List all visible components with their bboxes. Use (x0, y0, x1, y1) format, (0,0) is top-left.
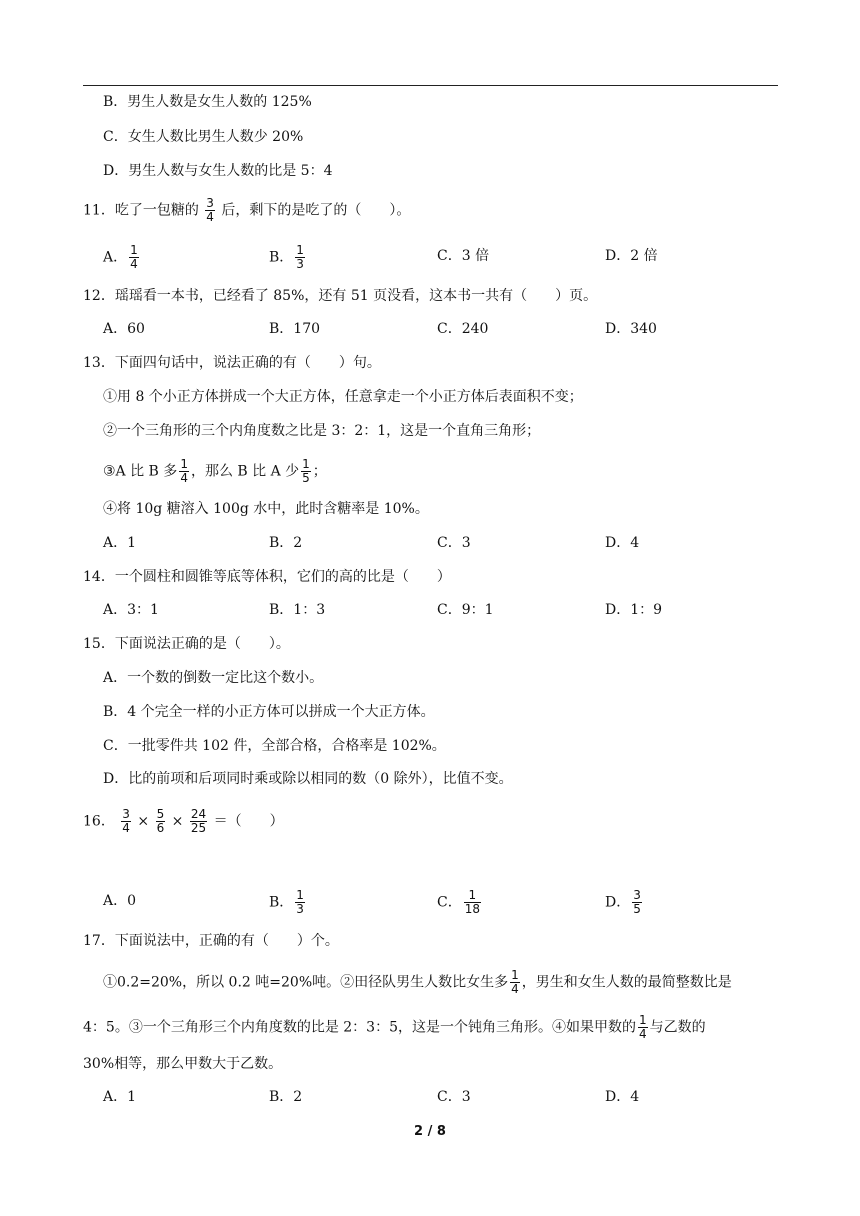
q17-text-line-3: 30%相等，那么甲数大于乙数。 (83, 1056, 283, 1072)
q11-option-b[interactable]: B． $\frac{1}{3}$ (269, 243, 304, 271)
q16-option-a[interactable]: A．0 (103, 893, 137, 909)
q13-statement-3: ③A 比 B 多 $\frac{1}{4}$ ，那么 B 比 A 少 $\frac{1}{5}$ ； (103, 457, 327, 485)
q14-option-b[interactable]: B．1：3 (269, 602, 326, 618)
q15-option-c[interactable]: C．一批零件共 102 件，全部合格，合格率是 102%。 (103, 738, 446, 754)
q15-option-d[interactable]: D．比的前项和后项同时乘或除以相同的数（0 除外），比值不变。 (103, 771, 513, 787)
page-number: 2 / 8 (414, 1124, 446, 1139)
q11-option-d[interactable]: D．2 倍 (605, 248, 658, 264)
q14-option-d[interactable]: D．1：9 (605, 602, 663, 618)
q13-statement-4: ④将 10g 糖溶入 100g 水中，此时含糖率是 10%。 (103, 501, 429, 517)
q13-option-d[interactable]: D．4 (605, 535, 640, 551)
q12-stem: 12．瑶瑶看一本书，已经看了 85%，还有 51 页没看，这本书一共有（ ）页。 (83, 288, 598, 304)
q17-option-c[interactable]: C．3 (437, 1089, 471, 1105)
q15-option-b[interactable]: B．4 个完全一样的小正方体可以拼成一个大正方体。 (103, 704, 435, 720)
q16-stem: 16． $\frac{3}{4}$ × $\frac{5}{6}$ × $\frac{24}{25}$ ＝（ ） (83, 807, 284, 835)
q14-option-c[interactable]: C．9：1 (437, 602, 494, 618)
q15-option-a[interactable]: A．一个数的倒数一定比这个数小。 (103, 670, 324, 686)
header-rule (83, 85, 778, 86)
q10-option-b: B．男生人数是女生人数的 125% (103, 94, 312, 110)
q12-option-d[interactable]: D．340 (605, 321, 657, 337)
q16-option-b[interactable]: B． $\frac{1}{3}$ (269, 888, 304, 916)
q14-stem: 14．一个圆柱和圆锥等底等体积，它们的高的比是（ ） (83, 569, 451, 585)
q12-option-a[interactable]: A．60 (103, 321, 145, 337)
q17-text-line-2: 4：5。③一个三角形三个内角度数的比是 2：3：5，这是一个钝角三角形。④如果甲数的 $\frac{1}{4}$ 与乙数的 (83, 1013, 706, 1041)
q13-statement-2: ②一个三角形的三个内角度数之比是 3：2：1，这是一个直角三角形； (103, 423, 541, 439)
q17-text-line-1: ①0.2=20%，所以 0.2 吨=20%吨。②田径队男生人数比女生多 $\frac{1}{4}$ ，男生和女生人数的最简整数比是 (103, 968, 732, 996)
q17-option-d[interactable]: D．4 (605, 1089, 640, 1105)
q17-option-b[interactable]: B．2 (269, 1089, 303, 1105)
q17-stem: 17．下面说法中，正确的有（ ）个。 (83, 933, 339, 949)
q10-option-c: C．女生人数比男生人数少 20% (103, 129, 304, 145)
q16-option-d[interactable]: D． $\frac{3}{5}$ (605, 888, 641, 916)
q11-stem-fraction: $\frac{3}{4}$ (206, 196, 214, 224)
q11-option-a[interactable]: A． $\frac{1}{4}$ (103, 243, 138, 271)
q10-option-d: D．男生人数与女生人数的比是 5：4 (103, 163, 333, 179)
q13-stem: 13．下面四句话中，说法正确的有（ ）句。 (83, 355, 381, 371)
q11-stem: 11．吃了一包糖的 $\frac{3}{4}$ 后，剩下的是吃了的（ ）。 (83, 196, 411, 224)
q13-option-c[interactable]: C．3 (437, 535, 471, 551)
q13-option-b[interactable]: B．2 (269, 535, 303, 551)
q13-statement-1: ①用 8 个小正方体拼成一个大正方体，任意拿走一个小正方体后表面积不变； (103, 389, 583, 405)
q12-option-b[interactable]: B．170 (269, 321, 321, 337)
q14-option-a[interactable]: A．3：1 (103, 602, 159, 618)
q17-option-a[interactable]: A．1 (103, 1089, 137, 1105)
q16-option-c[interactable]: C． $\frac{1}{18}$ (437, 888, 480, 916)
q11-option-c[interactable]: C．3 倍 (437, 248, 490, 264)
q15-stem: 15．下面说法正确的是（ ）。 (83, 636, 290, 652)
q12-option-c[interactable]: C．240 (437, 321, 489, 337)
q13-option-a[interactable]: A．1 (103, 535, 137, 551)
